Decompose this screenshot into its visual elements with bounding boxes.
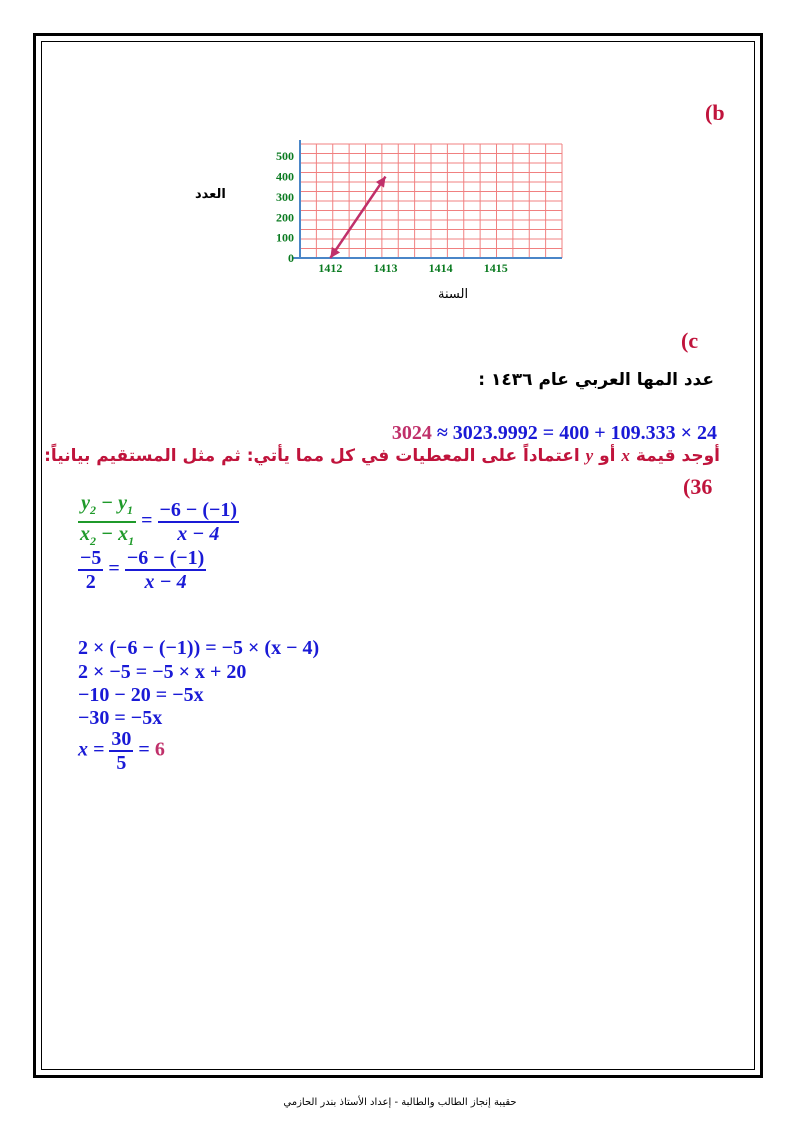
calc-expression: ≈ 3023.9992 = 400 + 109.333 × 24 bbox=[431, 422, 717, 444]
x-tick-label: 1415 bbox=[483, 261, 508, 275]
solution-row-4: 2 × −5 = −5 × x + 20 bbox=[78, 661, 247, 683]
chart-grid bbox=[300, 144, 562, 258]
r7-den: 5 bbox=[116, 752, 127, 774]
solution-row-1: $\frac{y_2 - y_1}{x_2 - x_1}$ = $\frac{-6 - (-1)}{x - 4}$ bbox=[78, 492, 239, 552]
given-slope bbox=[78, 547, 103, 593]
slope-substituted bbox=[158, 499, 240, 545]
r1-den: x − 4 bbox=[177, 523, 220, 545]
population-heading: عدد المها العربي عام ١٤٣٦ : bbox=[478, 370, 714, 390]
chart-series bbox=[330, 177, 385, 258]
r2-num-rhs: −6 − (−1) bbox=[126, 547, 205, 569]
page-footer: حقيبة إنجاز الطالب والطالبة - إعداد الأستاذ بندر الحازمي bbox=[283, 1097, 517, 1108]
question-instruction bbox=[44, 446, 720, 466]
r7-lhs: x = bbox=[78, 738, 110, 761]
instr-var-x: x bbox=[621, 446, 630, 465]
slope-substituted-2 bbox=[125, 547, 207, 593]
solution-row-5: −10 − 20 = −5x bbox=[78, 684, 204, 706]
solution-row-6: −30 = −5x bbox=[78, 707, 163, 729]
r2-den-rhs: x − 4 bbox=[144, 571, 187, 593]
instr-part1: أوجد قيمة bbox=[629, 446, 720, 466]
instr-or: أو bbox=[593, 446, 622, 466]
y-tick-label: 0 bbox=[288, 251, 294, 265]
instr-var-y: y bbox=[585, 446, 594, 465]
x-tick-label: 1412 bbox=[318, 261, 343, 275]
solution-row-3: 2 × (−6 − (−1)) = −5 × (x − 4) bbox=[78, 637, 320, 659]
r1-num: −6 − (−1) bbox=[159, 499, 238, 521]
solution-row-2: $\frac{-5}{2}$ = $\frac{-6 - (-1)}{x - 4}$ bbox=[80, 547, 205, 593]
part-c-label: (c bbox=[681, 328, 699, 353]
r7-eq: = bbox=[138, 738, 155, 761]
y-tick-label: 300 bbox=[276, 189, 294, 204]
y-tick-label: 400 bbox=[276, 169, 294, 184]
chart bbox=[190, 130, 580, 310]
x-tick-label: 1413 bbox=[373, 261, 398, 275]
y-tick-label: 500 bbox=[276, 149, 294, 164]
y-tick-label: 200 bbox=[276, 210, 294, 225]
r7-fraction bbox=[109, 728, 133, 774]
calc-result: 3024 bbox=[391, 422, 432, 444]
r7-num: 30 bbox=[111, 728, 132, 750]
chart-ticks bbox=[276, 149, 508, 275]
series-line bbox=[330, 177, 385, 258]
r2-num-lhs: −5 bbox=[80, 547, 102, 569]
population-calculation bbox=[392, 422, 717, 445]
solution-row-7 bbox=[78, 728, 165, 774]
x-tick-label: 1414 bbox=[428, 261, 453, 275]
instr-part2: اعتماداً على المعطيات في كل مما يأتي: ثم مثل المستقيم بيانياً: bbox=[44, 446, 586, 466]
r7-result: 6 bbox=[154, 738, 165, 761]
chart-ylabel: العدد bbox=[195, 187, 226, 202]
y-tick-label: 100 bbox=[276, 230, 294, 245]
slope-formula: $\frac{y_2 - y_1}{x_2 - x_1}$ bbox=[80, 492, 135, 548]
question-36-label: (36 bbox=[683, 474, 713, 499]
chart-xlabel: السنة bbox=[438, 287, 469, 302]
r2-den-lhs: 2 bbox=[85, 571, 96, 593]
part-b-label: (b bbox=[705, 100, 725, 125]
